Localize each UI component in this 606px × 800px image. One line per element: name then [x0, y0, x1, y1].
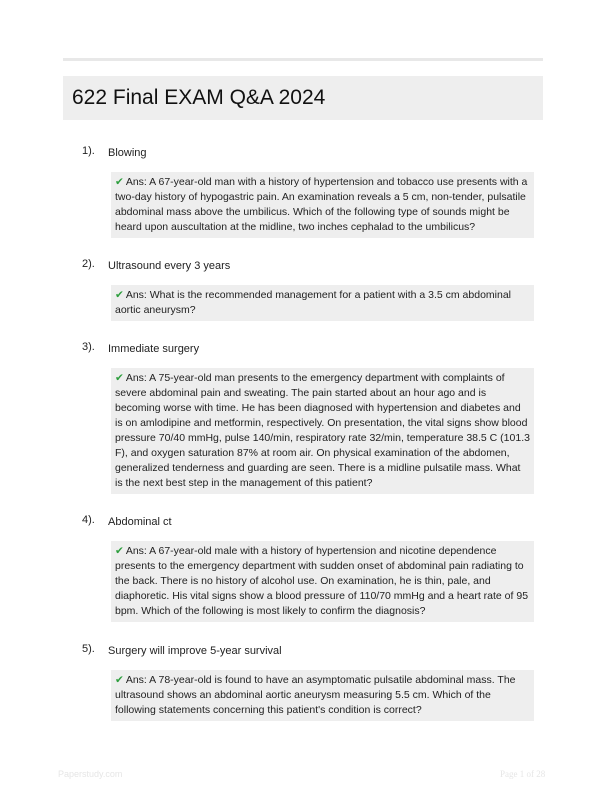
answer-text: Ans: A 75-year-old man presents to the emergency department with complaints of severe abdominal pain and sweating. The pain started about an hour ago and is becoming worse with time. He has been diagnosed with hypertension and diabetes and is on amlodipine and metformin, respectively. On presentation, the vital signs show blood pressure 70/40 mmHg, pulse 140/min, respiratory rate 32/min, temperature 38.5 C (101.3 F), and oxygen saturation 87% at room air. On physical examination of the abdomen, generalized tenderness and guarding are seen. There is a midline pulsatile mass. What is the next best step in the management of this patient?: [115, 372, 530, 489]
answer-text: Ans: A 67-year-old male with a history of hypertension and nicotine dependence presents to the emergency department with sudden onset of abdominal pain radiating to the back. There is no history of alcohol use. On examination, he is thin, pale, and diaphoretic. His vital signs show a blood pressure of 110/70 mmHg and a heart rate of 95 bpm. Which of the following is most likely to confirm the diagnosis?: [115, 545, 529, 617]
check-icon: ✔: [115, 289, 124, 301]
question-row: [63, 144, 543, 162]
question-row: [63, 642, 543, 660]
answer-box: [111, 172, 534, 238]
qa-item: [63, 340, 543, 494]
answer-text: Ans: What is the recommended management for a patient with a 3.5 cm abdominal aortic aneurysm?: [115, 289, 512, 316]
top-divider: [63, 58, 543, 61]
question-text: Surgery will improve 5-year survival: [108, 645, 282, 657]
question-text: Blowing: [108, 147, 147, 159]
answer-box: [111, 368, 534, 494]
answer-box: [111, 670, 534, 721]
question-row: [63, 513, 543, 531]
question-row: [63, 340, 543, 358]
question-number: 1).: [82, 145, 95, 157]
qa-item: [63, 513, 543, 622]
answer-box: [111, 541, 534, 622]
question-text: Abdominal ct: [108, 516, 172, 528]
qa-item: [63, 257, 543, 321]
title-banner: [63, 76, 543, 120]
page-number: Page 1 of 28: [500, 769, 546, 779]
footer-watermark: Paperstudy.com: [58, 769, 123, 779]
check-icon: ✔: [115, 674, 124, 686]
check-icon: ✔: [115, 545, 124, 557]
answer-box: [111, 285, 534, 321]
question-row: [63, 257, 543, 275]
question-number: 4).: [82, 514, 95, 526]
check-icon: ✔: [115, 372, 124, 384]
question-number: 2).: [82, 258, 95, 270]
question-number: 3).: [82, 341, 95, 353]
question-text: Immediate surgery: [108, 343, 200, 355]
answer-text: Ans: A 67-year-old man with a history of hypertension and tobacco use presents with a two-day history of hypogastric pain. An examination reveals a 5 cm, non-tender, pulsatile abdominal mass above the umbilicus. Which of the following type of sounds might be heard upon auscultation at the midline, two inches cephalad to the umbilicus?: [115, 176, 528, 233]
question-text: Ultrasound every 3 years: [108, 260, 231, 272]
answer-text: Ans: A 78-year-old is found to have an asymptomatic pulsatile abdominal mass. The ultrasound shows an abdominal aortic aneurysm measuring 5.5 cm. Which of the following statements concerning this patient's condition is correct?: [115, 674, 516, 716]
qa-item: [63, 144, 543, 238]
page-title: 622 Final EXAM Q&A 2024: [72, 86, 326, 109]
qa-item: [63, 642, 543, 721]
question-number: 5).: [82, 643, 95, 655]
check-icon: ✔: [115, 176, 124, 188]
